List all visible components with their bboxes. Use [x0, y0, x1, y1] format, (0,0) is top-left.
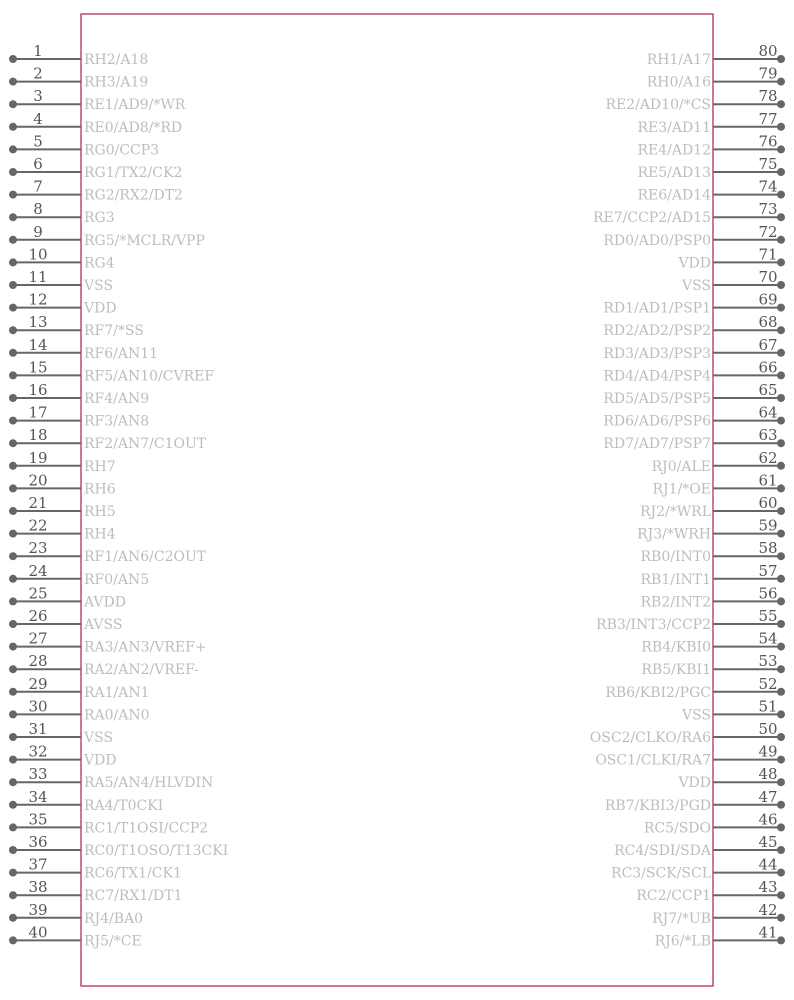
pin-terminal-dot [9, 869, 17, 877]
pin-terminal-dot [9, 168, 17, 176]
pin-terminal-dot [9, 394, 17, 402]
pin-terminal-dot [777, 552, 785, 560]
pin-number: 38 [28, 878, 48, 897]
pin-name: RD3/AD3/PSP3 [603, 345, 711, 362]
pin-name: RF6/AN11 [84, 345, 159, 362]
pin-name: RA4/T0CKI [84, 797, 164, 814]
pin-name: RJ0/ALE [651, 458, 711, 475]
pin-terminal-dot [9, 55, 17, 63]
pin-number: 35 [28, 810, 48, 829]
pin-number: 11 [28, 268, 48, 286]
pin-terminal-dot [777, 507, 785, 515]
pin-terminal-dot [9, 439, 17, 447]
pin-terminal-dot [777, 304, 785, 312]
pin-terminal-dot [777, 756, 785, 764]
pin-name: RE6/AD14 [637, 187, 711, 204]
pin-terminal-dot [9, 846, 17, 854]
pin-number: 70 [758, 268, 778, 286]
pin-number: 17 [28, 403, 48, 422]
pin-number: 61 [758, 471, 778, 490]
pin-number: 44 [758, 855, 778, 874]
pin-terminal-dot [777, 417, 785, 425]
pin-name: RH3/A19 [84, 74, 149, 91]
pin-name: RD5/AD5/PSP5 [603, 391, 711, 407]
pin-number: 54 [758, 629, 778, 648]
pin-terminal-dot [777, 371, 785, 379]
pin-name: RA2/AN2/VREF- [84, 662, 199, 679]
pin-name: RC5/SDO [643, 820, 711, 837]
pin-number: 49 [758, 742, 778, 761]
pin-terminal-dot [777, 191, 785, 199]
pin-number: 57 [758, 561, 778, 580]
pin-terminal-dot [777, 349, 785, 357]
pin-name: RB0/INT0 [640, 549, 711, 566]
pin-number: 42 [758, 900, 778, 919]
pin-number: 73 [758, 200, 778, 219]
pin-name: RJ2/*WRL [639, 504, 711, 520]
pin-number: 2 [33, 64, 43, 83]
pin-terminal-dot [777, 78, 785, 86]
pin-name: RH2/A18 [84, 52, 149, 68]
pin-name: VDD [678, 775, 711, 792]
pin-terminal-dot [777, 168, 785, 176]
pin-name: RJ1/*OE [652, 481, 711, 498]
pin-number: 41 [758, 923, 778, 942]
pin-terminal-dot [9, 710, 17, 718]
pin-number: 29 [28, 674, 48, 693]
pin-number: 24 [28, 561, 48, 580]
pin-number: 39 [28, 900, 48, 919]
pin-number: 59 [758, 516, 778, 535]
pin-name: OSC2/CLKO/RA6 [589, 730, 711, 746]
pin-number: 68 [758, 313, 778, 332]
pin-number: 30 [28, 697, 48, 716]
pin-number: 22 [28, 516, 48, 535]
pin-terminal-dot [777, 462, 785, 470]
pin-name: RA1/AN1 [84, 684, 150, 701]
pin-name: VDD [84, 300, 117, 317]
pin-name: RD0/AD0/PSP0 [603, 232, 711, 249]
pin-number: 20 [28, 471, 48, 490]
pin-name: VSS [681, 707, 711, 724]
pin-number: 56 [758, 584, 778, 603]
pin-number: 6 [33, 155, 43, 173]
pin-terminal-dot [9, 304, 17, 312]
pin-terminal-dot [9, 688, 17, 696]
pin-terminal-dot [9, 530, 17, 538]
pin-name: RG3 [84, 210, 115, 227]
pin-terminal-dot [9, 326, 17, 334]
pin-name: RE5/AD13 [637, 165, 711, 181]
pin-name: AVDD [84, 594, 126, 611]
pin-number: 77 [758, 109, 778, 128]
pin-number: 46 [758, 810, 778, 829]
pin-terminal-dot [777, 665, 785, 673]
pin-number: 27 [28, 629, 48, 648]
pin-name: RA3/AN3/VREF+ [84, 639, 207, 656]
pin-name: RD6/AD6/PSP6 [603, 413, 711, 430]
pin-number: 13 [28, 313, 48, 332]
pin-number: 48 [758, 765, 778, 784]
pin-terminal-dot [9, 417, 17, 425]
pin-terminal-dot [9, 236, 17, 244]
pin-number: 23 [28, 539, 48, 558]
pin-name: RG0/CCP3 [84, 142, 160, 159]
pin-terminal-dot [9, 507, 17, 515]
pin-terminal-dot [9, 552, 17, 560]
pin-number: 32 [28, 742, 48, 761]
pin-number: 1 [33, 42, 43, 60]
pin-name: RE4/AD12 [637, 142, 711, 159]
pin-terminal-dot [777, 846, 785, 854]
pin-number: 62 [758, 448, 778, 467]
pin-terminal-dot [9, 78, 17, 86]
pin-terminal-dot [9, 575, 17, 583]
pin-terminal-dot [777, 123, 785, 131]
pin-terminal-dot [777, 145, 785, 153]
pin-number: 67 [758, 335, 778, 354]
pin-name: AVSS [84, 617, 123, 633]
pin-name: RC3/SCK/SCL [611, 865, 711, 882]
pin-number: 25 [28, 584, 48, 603]
pin-name: RF0/AN5 [84, 571, 150, 588]
pin-terminal-dot [777, 326, 785, 334]
pin-name: RB2/INT2 [640, 594, 711, 611]
pin-terminal-dot [9, 484, 17, 492]
pin-name: RD7/AD7/PSP7 [603, 436, 711, 453]
pin-terminal-dot [9, 100, 17, 108]
pin-terminal-dot [777, 439, 785, 447]
pin-terminal-dot [777, 869, 785, 877]
pin-terminal-dot [9, 801, 17, 809]
pin-number: 19 [28, 448, 48, 467]
pin-name: RD4/AD4/PSP4 [603, 368, 711, 385]
pin-terminal-dot [9, 281, 17, 289]
pin-name: RE2/AD10/*CS [605, 97, 711, 114]
pin-number: 60 [758, 494, 778, 512]
pin-name: RG4 [84, 255, 115, 272]
pin-name: RC4/SDI/SDA [614, 843, 711, 859]
pin-number: 28 [28, 652, 48, 671]
pin-number: 80 [758, 42, 778, 60]
pin-name: RG5/*MCLR/VPP [84, 232, 205, 249]
pin-number: 14 [28, 335, 48, 354]
pin-name: RB7/KBI3/PGD [604, 797, 711, 814]
pin-number: 63 [758, 426, 778, 445]
pin-terminal-dot [9, 123, 17, 131]
pin-number: 7 [33, 177, 43, 196]
pin-number: 37 [28, 855, 48, 874]
pin-name: RC6/TX1/CK1 [84, 865, 182, 882]
pin-number: 50 [758, 720, 778, 738]
pin-terminal-dot [777, 236, 785, 244]
pin-number: 66 [758, 358, 778, 377]
pin-terminal-dot [777, 643, 785, 651]
pin-terminal-dot [777, 778, 785, 786]
pin-terminal-dot [777, 484, 785, 492]
pin-name: RE3/AD11 [637, 119, 711, 136]
pin-name: RC1/T1OSI/CCP2 [84, 820, 209, 837]
pin-name: VDD [84, 752, 117, 769]
pin-terminal-dot [9, 258, 17, 266]
pin-name: RE1/AD9/*WR [84, 97, 186, 114]
pin-number: 78 [758, 87, 778, 106]
pin-terminal-dot [777, 733, 785, 741]
pin-terminal-dot [777, 936, 785, 944]
pin-name: RF5/AN10/CVREF [84, 368, 215, 385]
pin-number: 8 [33, 200, 43, 219]
pin-name: RA5/AN4/HLVDIN [84, 775, 214, 792]
pin-terminal-dot [777, 620, 785, 628]
pin-name: RJ4/BA0 [84, 910, 144, 927]
pin-name: RF7/*SS [84, 323, 144, 340]
pin-number: 72 [758, 222, 778, 241]
pin-terminal-dot [9, 891, 17, 899]
pin-number: 26 [28, 607, 48, 625]
pin-name: RD1/AD1/PSP1 [603, 300, 711, 317]
pin-terminal-dot [9, 349, 17, 357]
pin-terminal-dot [777, 530, 785, 538]
pin-terminal-dot [777, 597, 785, 605]
pin-number: 34 [28, 787, 48, 806]
pin-terminal-dot [777, 914, 785, 922]
pin-terminal-dot [9, 643, 17, 651]
pin-terminal-dot [777, 55, 785, 63]
pin-terminal-dot [777, 100, 785, 108]
pin-terminal-dot [777, 281, 785, 289]
pin-number: 79 [758, 64, 778, 83]
pin-number: 5 [33, 132, 43, 151]
pin-terminal-dot [9, 371, 17, 379]
pin-number: 51 [758, 697, 778, 716]
pin-terminal-dot [777, 891, 785, 899]
pin-number: 65 [758, 381, 778, 399]
pin-number: 15 [28, 358, 48, 377]
pin-number: 76 [758, 132, 778, 151]
pin-name: RF4/AN9 [84, 391, 150, 407]
pin-name: RH4 [84, 526, 116, 543]
pin-number: 52 [758, 674, 778, 693]
pin-terminal-dot [777, 394, 785, 402]
pin-terminal-dot [777, 823, 785, 831]
pin-name: RH7 [84, 458, 116, 475]
pin-name: RF1/AN6/C2OUT [84, 549, 207, 566]
pin-name: RA0/AN0 [84, 707, 150, 724]
pin-terminal-dot [9, 665, 17, 673]
pin-name: RE7/CCP2/AD15 [592, 210, 711, 227]
pin-number: 9 [33, 222, 43, 241]
pin-name: RH5 [84, 504, 116, 520]
pin-name: RB6/KBI2/PGC [605, 684, 711, 701]
pin-terminal-dot [9, 823, 17, 831]
pin-number: 69 [758, 290, 778, 309]
pin-number: 21 [28, 494, 48, 512]
pin-number: 18 [28, 426, 48, 445]
pin-terminal-dot [9, 145, 17, 153]
pin-number: 47 [758, 787, 778, 806]
pin-terminal-dot [777, 213, 785, 221]
pin-name: RD2/AD2/PSP2 [603, 323, 711, 340]
pin-terminal-dot [9, 191, 17, 199]
pin-number: 55 [758, 607, 778, 625]
pin-name: RF3/AN8 [84, 413, 150, 430]
pin-number: 3 [33, 87, 43, 106]
ic-body [81, 14, 713, 986]
pin-name: RJ7/*UB [652, 910, 711, 927]
pin-name: RC2/CCP1 [636, 888, 711, 905]
pin-name: VDD [678, 255, 711, 272]
pin-terminal-dot [777, 710, 785, 718]
pin-name: RG1/TX2/CK2 [84, 165, 183, 181]
pin-number: 16 [28, 381, 48, 399]
pin-name: RB1/INT1 [640, 571, 711, 588]
pin-name: RC7/RX1/DT1 [84, 888, 183, 905]
pin-name: RF2/AN7/C1OUT [84, 436, 207, 453]
pin-number: 71 [758, 245, 778, 264]
pin-terminal-dot [9, 213, 17, 221]
pin-name: RC0/T1OSO/T13CKI [84, 843, 229, 859]
pin-number: 36 [28, 833, 48, 851]
pin-name: RH6 [84, 481, 116, 498]
pin-name: RE0/AD8/*RD [84, 119, 183, 136]
pin-terminal-dot [777, 801, 785, 809]
pin-terminal-dot [9, 756, 17, 764]
pin-name: RH1/A17 [646, 52, 711, 68]
pin-terminal-dot [9, 462, 17, 470]
pin-number: 75 [758, 155, 778, 173]
pin-number: 64 [758, 403, 778, 422]
pin-name: VSS [84, 730, 114, 746]
pin-number: 58 [758, 539, 778, 558]
pin-terminal-dot [9, 914, 17, 922]
pin-number: 53 [758, 652, 778, 671]
pin-terminal-dot [9, 778, 17, 786]
pin-name: RB3/INT3/CCP2 [596, 617, 711, 633]
pin-name: VSS [84, 278, 114, 294]
pin-terminal-dot [9, 620, 17, 628]
pin-number: 74 [758, 177, 778, 196]
pin-number: 10 [28, 245, 48, 264]
pin-number: 43 [758, 878, 778, 897]
pin-terminal-dot [9, 733, 17, 741]
pin-terminal-dot [9, 597, 17, 605]
pin-name: RJ6/*LB [654, 933, 711, 950]
pin-number: 45 [758, 833, 778, 851]
pin-name: RB4/KBI0 [641, 639, 711, 656]
pin-name: RJ5/*CE [84, 933, 142, 950]
pin-terminal-dot [9, 936, 17, 944]
pin-name: RJ3/*WRH [637, 526, 711, 543]
pin-terminal-dot [777, 575, 785, 583]
pin-number: 31 [28, 720, 48, 738]
pin-name: OSC1/CLKI/RA7 [595, 752, 711, 769]
pin-number: 12 [28, 290, 48, 309]
pin-name: VSS [681, 278, 711, 294]
pin-terminal-dot [777, 688, 785, 696]
pin-terminal-dot [777, 258, 785, 266]
pin-name: RG2/RX2/DT2 [84, 187, 183, 204]
pin-name: RH0/A16 [646, 74, 711, 91]
pin-number: 40 [28, 923, 48, 942]
pin-number: 33 [28, 765, 48, 784]
pin-name: RB5/KBI1 [641, 662, 711, 679]
pin-number: 4 [33, 109, 43, 128]
